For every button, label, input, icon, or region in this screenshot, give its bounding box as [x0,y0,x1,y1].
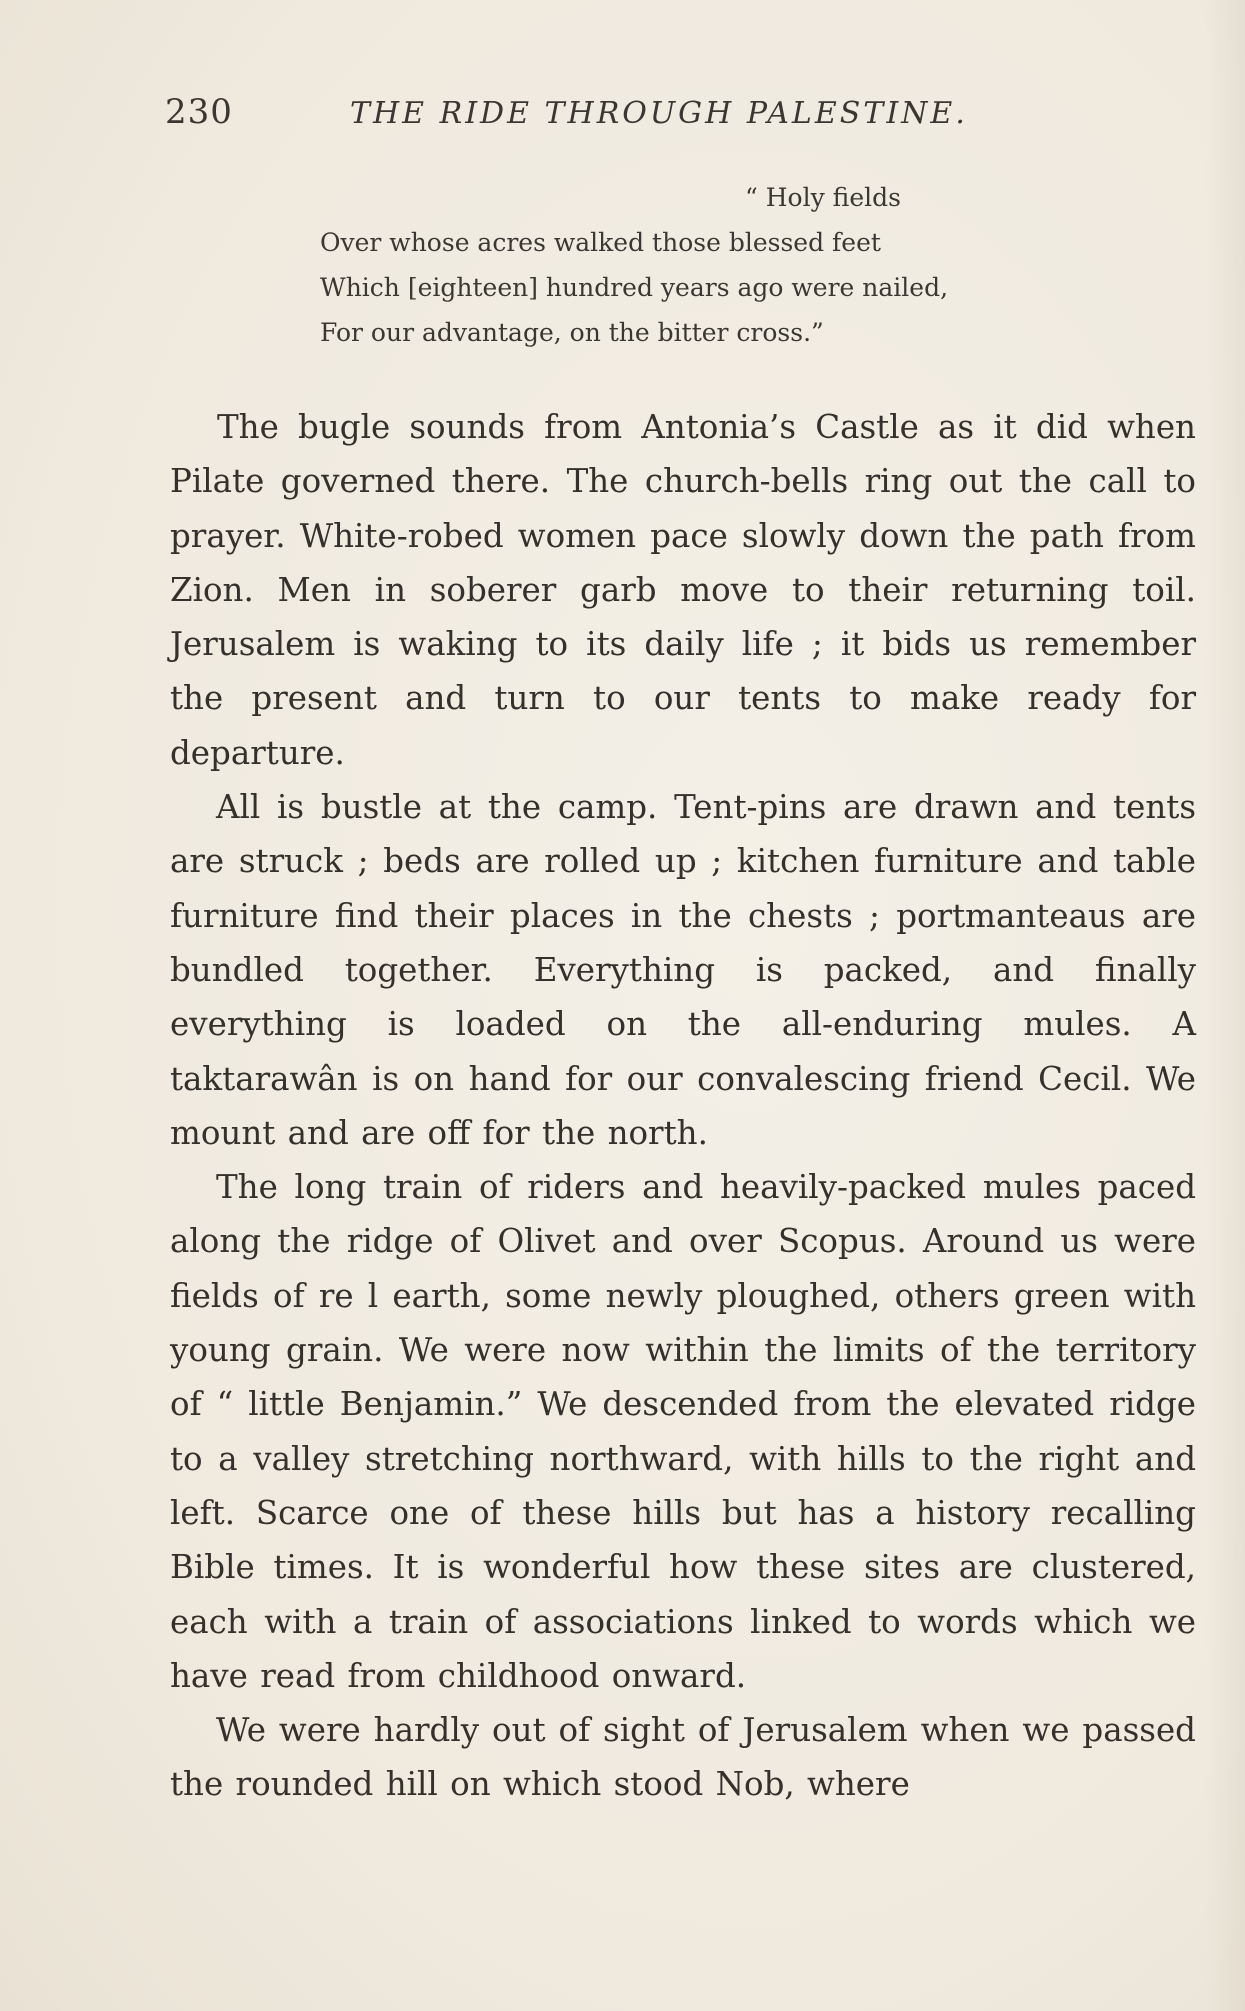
page-edge-shadow [1205,0,1245,2011]
poem-line: Over whose acres walked those blessed feet [320,228,881,257]
paragraph: The long train of riders and heavily-packed mules paced along the ridge of Olivet and over Scopus. Around us were fields of re l earth, some newly ploughed, others green with young grain. We were now within the limits of the territory of “ little Benjamin.” We descended from the elevated ridge to a valley stretching northward, with hills to the right and left. Scarce one of these hills but has a history recalling Bible times. It is wonderful how these sites are clustered, each with a train of associations linked to words which we have read from childhood onward. [170,1168,1196,1695]
poem-line: For our advantage, on the bitter cross.” [320,318,824,347]
paragraph: The bugle sounds from Antonia’s Castle as it did when Pilate governed there. The church-bells ring out the call to prayer. White-robed women pace slowly down the path from Zion. Men in soberer garb move to their returning toil. Jerusalem is waking to its daily life ; it bids us remember the present and turn to our tents to make ready for departure. [170,408,1196,772]
page-header [165,92,1065,142]
body-text [170,400,1196,1812]
paragraph: We were hardly out of sight of Jerusalem when we passed the rounded hill on which stood Nob, where [170,1711,1196,1804]
running-title: THE RIDE THROUGH PALESTINE. [350,96,968,131]
paragraph: All is bustle at the camp. Tent-pins are drawn and tents are struck ; beds are rolled up ; kitchen furniture and table furniture find their places in the chests ; portmanteaus are bundled together. Everything is packed, and finally everything is loaded on the all-enduring mules. A taktarawân is on hand for our convalescing friend Cecil. We mount and are off for the north. [170,788,1196,1152]
poem-quotation [320,175,1120,355]
poem-line: Which [eighteen] hundred years ago were nailed, [320,273,949,302]
page-number: 230 [165,92,233,132]
poem-line: “ Holy fields [745,183,901,212]
